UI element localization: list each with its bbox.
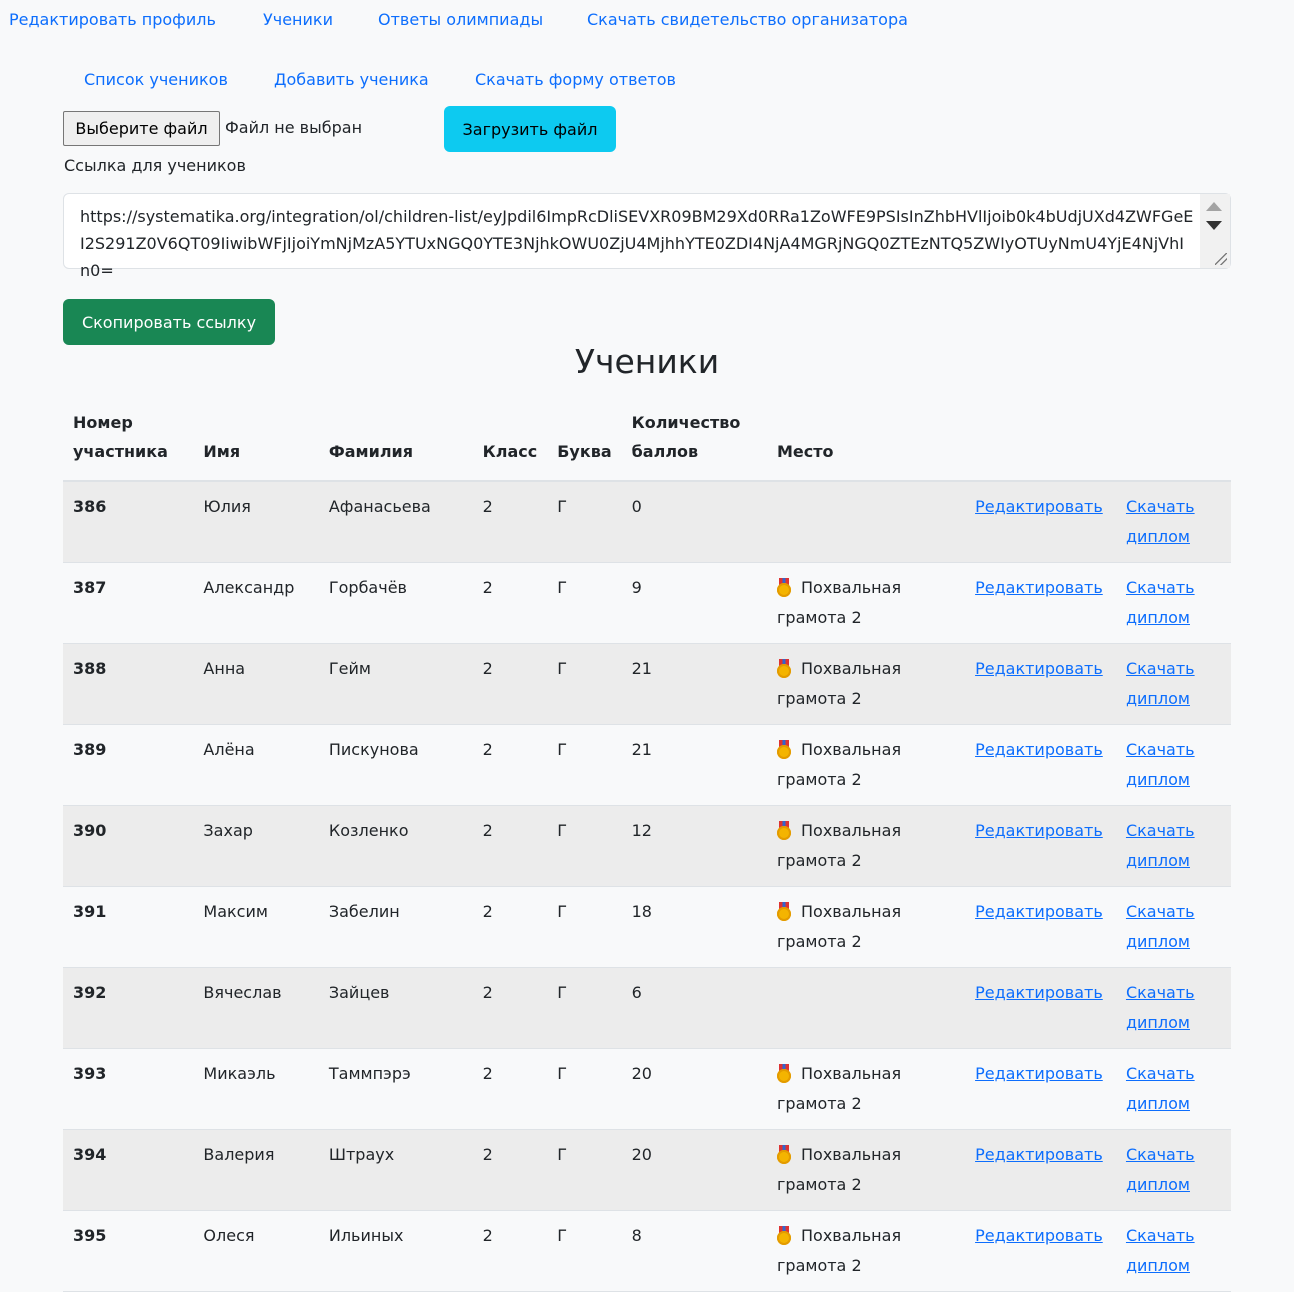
edit-link[interactable]: Редактировать <box>975 1145 1103 1164</box>
medal-icon <box>777 1145 791 1163</box>
edit-link[interactable]: Редактировать <box>975 821 1103 840</box>
cell-score: 21 <box>622 725 767 806</box>
cell-last-name: Штраух <box>319 1130 473 1211</box>
cell-edit <box>965 887 1116 968</box>
cell-grade: 2 <box>473 1211 548 1292</box>
header-last-name: Фамилия <box>319 398 473 481</box>
cell-edit <box>965 968 1116 1049</box>
cell-number: 394 <box>63 1130 193 1211</box>
cell-letter: Г <box>547 644 621 725</box>
cell-score: 0 <box>622 481 767 563</box>
edit-link[interactable]: Редактировать <box>975 983 1103 1002</box>
cell-last-name: Горбачёв <box>319 563 473 644</box>
header-grade: Класс <box>473 398 548 481</box>
download-diploma-link[interactable]: Скачать диплом <box>1125 1226 1195 1275</box>
cell-place <box>767 644 965 725</box>
medal-icon <box>777 1226 791 1244</box>
cell-number: 389 <box>63 725 193 806</box>
cell-edit <box>965 644 1116 725</box>
cell-first-name: Юлия <box>193 481 318 563</box>
cell-letter: Г <box>547 481 621 563</box>
header-edit <box>965 398 1116 481</box>
edit-link[interactable]: Редактировать <box>975 902 1103 921</box>
cell-score: 12 <box>622 806 767 887</box>
cell-first-name: Олеся <box>193 1211 318 1292</box>
cell-number: 386 <box>63 481 193 563</box>
choose-file-button[interactable]: Выберите файл <box>63 111 220 146</box>
copy-link-button[interactable]: Скопировать ссылку <box>63 299 275 345</box>
nav-olympiad-answers[interactable]: Ответы олимпиады <box>378 10 544 29</box>
cell-letter: Г <box>547 563 621 644</box>
cell-place <box>767 1211 965 1292</box>
cell-download <box>1116 887 1231 968</box>
cell-download <box>1116 968 1231 1049</box>
download-diploma-link[interactable]: Скачать диплом <box>1125 659 1195 708</box>
table-row <box>63 1049 1231 1130</box>
cell-place <box>767 725 965 806</box>
cell-number: 392 <box>63 968 193 1049</box>
download-diploma-link[interactable]: Скачать диплом <box>1125 740 1195 789</box>
cell-last-name: Пискунова <box>319 725 473 806</box>
edit-link[interactable]: Редактировать <box>975 497 1103 516</box>
cell-last-name: Козленко <box>319 806 473 887</box>
table-row <box>63 481 1231 563</box>
header-download <box>1116 398 1231 481</box>
cell-last-name: Афанасьева <box>319 481 473 563</box>
cell-download <box>1116 481 1231 563</box>
table-row <box>63 968 1231 1049</box>
header-first-name: Имя <box>193 398 318 481</box>
edit-link[interactable]: Редактировать <box>975 1226 1103 1245</box>
place-text: Похвальная грамота 2 <box>777 659 902 708</box>
cell-number: 395 <box>63 1211 193 1292</box>
cell-letter: Г <box>547 725 621 806</box>
table-row <box>63 1130 1231 1211</box>
cell-download <box>1116 1049 1231 1130</box>
cell-download <box>1116 563 1231 644</box>
cell-last-name: Таммпэрэ <box>319 1049 473 1130</box>
students-section-title: Ученики <box>574 342 720 381</box>
cell-grade: 2 <box>473 1130 548 1211</box>
cell-edit <box>965 1049 1116 1130</box>
cell-last-name: Гейм <box>319 644 473 725</box>
medal-icon <box>777 659 791 677</box>
place-text: Похвальная грамота 2 <box>777 740 902 789</box>
students-link-textarea[interactable] <box>63 193 1231 280</box>
cell-grade: 2 <box>473 644 548 725</box>
cell-place <box>767 1049 965 1130</box>
download-diploma-link[interactable]: Скачать диплом <box>1125 497 1195 546</box>
table-row <box>63 806 1231 887</box>
cell-letter: Г <box>547 1130 621 1211</box>
cell-last-name: Ильиных <box>319 1211 473 1292</box>
cell-download <box>1116 725 1231 806</box>
cell-grade: 2 <box>473 1049 548 1130</box>
cell-place <box>767 563 965 644</box>
header-place: Место <box>767 398 965 481</box>
edit-link[interactable]: Редактировать <box>975 1064 1103 1083</box>
cell-edit <box>965 725 1116 806</box>
scroll-down-arrow-icon[interactable] <box>1206 221 1222 230</box>
cell-grade: 2 <box>473 887 548 968</box>
cell-first-name: Анна <box>193 644 318 725</box>
cell-number: 393 <box>63 1049 193 1130</box>
cell-letter: Г <box>547 806 621 887</box>
subnav-add-student[interactable]: Добавить ученика <box>274 70 429 89</box>
cell-place <box>767 806 965 887</box>
file-status-text: Файл не выбран <box>225 118 363 137</box>
cell-place <box>767 481 965 563</box>
cell-letter: Г <box>547 1211 621 1292</box>
cell-download <box>1116 644 1231 725</box>
download-diploma-link[interactable]: Скачать диплом <box>1125 1145 1195 1194</box>
table-header-row <box>63 398 1231 481</box>
cell-place <box>767 968 965 1049</box>
download-diploma-link[interactable]: Скачать диплом <box>1125 983 1195 1032</box>
cell-download <box>1116 1130 1231 1211</box>
medal-icon <box>777 902 791 920</box>
table-row <box>63 1211 1231 1292</box>
cell-score: 9 <box>622 563 767 644</box>
cell-download <box>1116 806 1231 887</box>
medal-icon <box>777 578 791 596</box>
cell-grade: 2 <box>473 481 548 563</box>
cell-edit <box>965 1130 1116 1211</box>
place-text: Похвальная грамота 2 <box>777 1145 902 1194</box>
cell-score: 6 <box>622 968 767 1049</box>
cell-last-name: Забелин <box>319 887 473 968</box>
cell-grade: 2 <box>473 806 548 887</box>
cell-number: 388 <box>63 644 193 725</box>
edit-link[interactable]: Редактировать <box>975 578 1103 597</box>
cell-last-name: Зайцев <box>319 968 473 1049</box>
cell-download <box>1116 1211 1231 1292</box>
cell-first-name: Валерия <box>193 1130 318 1211</box>
medal-icon <box>777 821 791 839</box>
cell-number: 391 <box>63 887 193 968</box>
cell-number: 387 <box>63 563 193 644</box>
nav-students[interactable]: Ученики <box>263 10 333 29</box>
download-diploma-link[interactable]: Скачать диплом <box>1125 902 1195 951</box>
cell-place <box>767 887 965 968</box>
edit-link[interactable]: Редактировать <box>975 659 1103 678</box>
cell-first-name: Микаэль <box>193 1049 318 1130</box>
medal-icon <box>777 1064 791 1082</box>
nav-download-organizer-certificate[interactable]: Скачать свидетельство организатора <box>587 10 908 29</box>
cell-first-name: Захар <box>193 806 318 887</box>
subnav-student-list[interactable]: Список учеников <box>84 70 228 89</box>
table-row <box>63 644 1231 725</box>
cell-first-name: Алёна <box>193 725 318 806</box>
scroll-up-arrow-icon[interactable] <box>1206 202 1222 211</box>
students-table <box>63 398 1231 1292</box>
nav-edit-profile[interactable]: Редактировать профиль <box>9 10 216 29</box>
students-link-label: Ссылка для учеников <box>64 156 246 175</box>
download-diploma-link[interactable]: Скачать диплом <box>1125 821 1195 870</box>
header-letter: Буква <box>547 398 621 481</box>
cell-letter: Г <box>547 1049 621 1130</box>
table-row <box>63 725 1231 806</box>
cell-grade: 2 <box>473 563 548 644</box>
place-text: Похвальная грамота 2 <box>777 821 902 870</box>
table-row <box>63 887 1231 968</box>
cell-letter: Г <box>547 968 621 1049</box>
cell-edit <box>965 481 1116 563</box>
edit-link[interactable]: Редактировать <box>975 740 1103 759</box>
upload-file-button[interactable]: Загрузить файл <box>444 106 616 152</box>
download-diploma-link[interactable]: Скачать диплом <box>1125 578 1195 627</box>
students-link-value: https://systematika.org/integration/ol/children-list/eyJpdil6ImpRcDliSEVXR09BM29Xd0RRa1ZoWFE9PSIsInZhbHVlIjoib0k4bUdjUXd4ZWFGeEI2S291Z0V6QT09IiwibWFjIjoiYmNjMzA5YTUxNGQ0YTE3NjhkOWU0ZjU4MjhhYTE0ZDI4NjA4MGRjNGQ0ZTEzNTQ5ZWIyOTUyNmU4YjE4NjVhIn0= <box>80 207 1194 280</box>
cell-score: 20 <box>622 1049 767 1130</box>
place-text: Похвальная грамота 2 <box>777 1226 902 1275</box>
cell-letter: Г <box>547 887 621 968</box>
header-number: Номер участника <box>63 398 193 481</box>
cell-score: 20 <box>622 1130 767 1211</box>
table-row <box>63 563 1231 644</box>
cell-place <box>767 1130 965 1211</box>
place-text: Похвальная грамота 2 <box>777 1064 902 1113</box>
cell-first-name: Александр <box>193 563 318 644</box>
medal-icon <box>777 740 791 758</box>
resize-grip-icon[interactable] <box>1215 253 1227 265</box>
header-score: Количество баллов <box>622 398 767 481</box>
subnav-download-answer-form[interactable]: Скачать форму ответов <box>475 70 676 89</box>
cell-score: 8 <box>622 1211 767 1292</box>
cell-grade: 2 <box>473 968 548 1049</box>
place-text: Похвальная грамота 2 <box>777 578 902 627</box>
cell-grade: 2 <box>473 725 548 806</box>
cell-first-name: Вячеслав <box>193 968 318 1049</box>
cell-score: 21 <box>622 644 767 725</box>
cell-edit <box>965 806 1116 887</box>
place-text: Похвальная грамота 2 <box>777 902 902 951</box>
cell-edit <box>965 563 1116 644</box>
cell-number: 390 <box>63 806 193 887</box>
cell-first-name: Максим <box>193 887 318 968</box>
cell-edit <box>965 1211 1116 1292</box>
download-diploma-link[interactable]: Скачать диплом <box>1125 1064 1195 1113</box>
cell-score: 18 <box>622 887 767 968</box>
